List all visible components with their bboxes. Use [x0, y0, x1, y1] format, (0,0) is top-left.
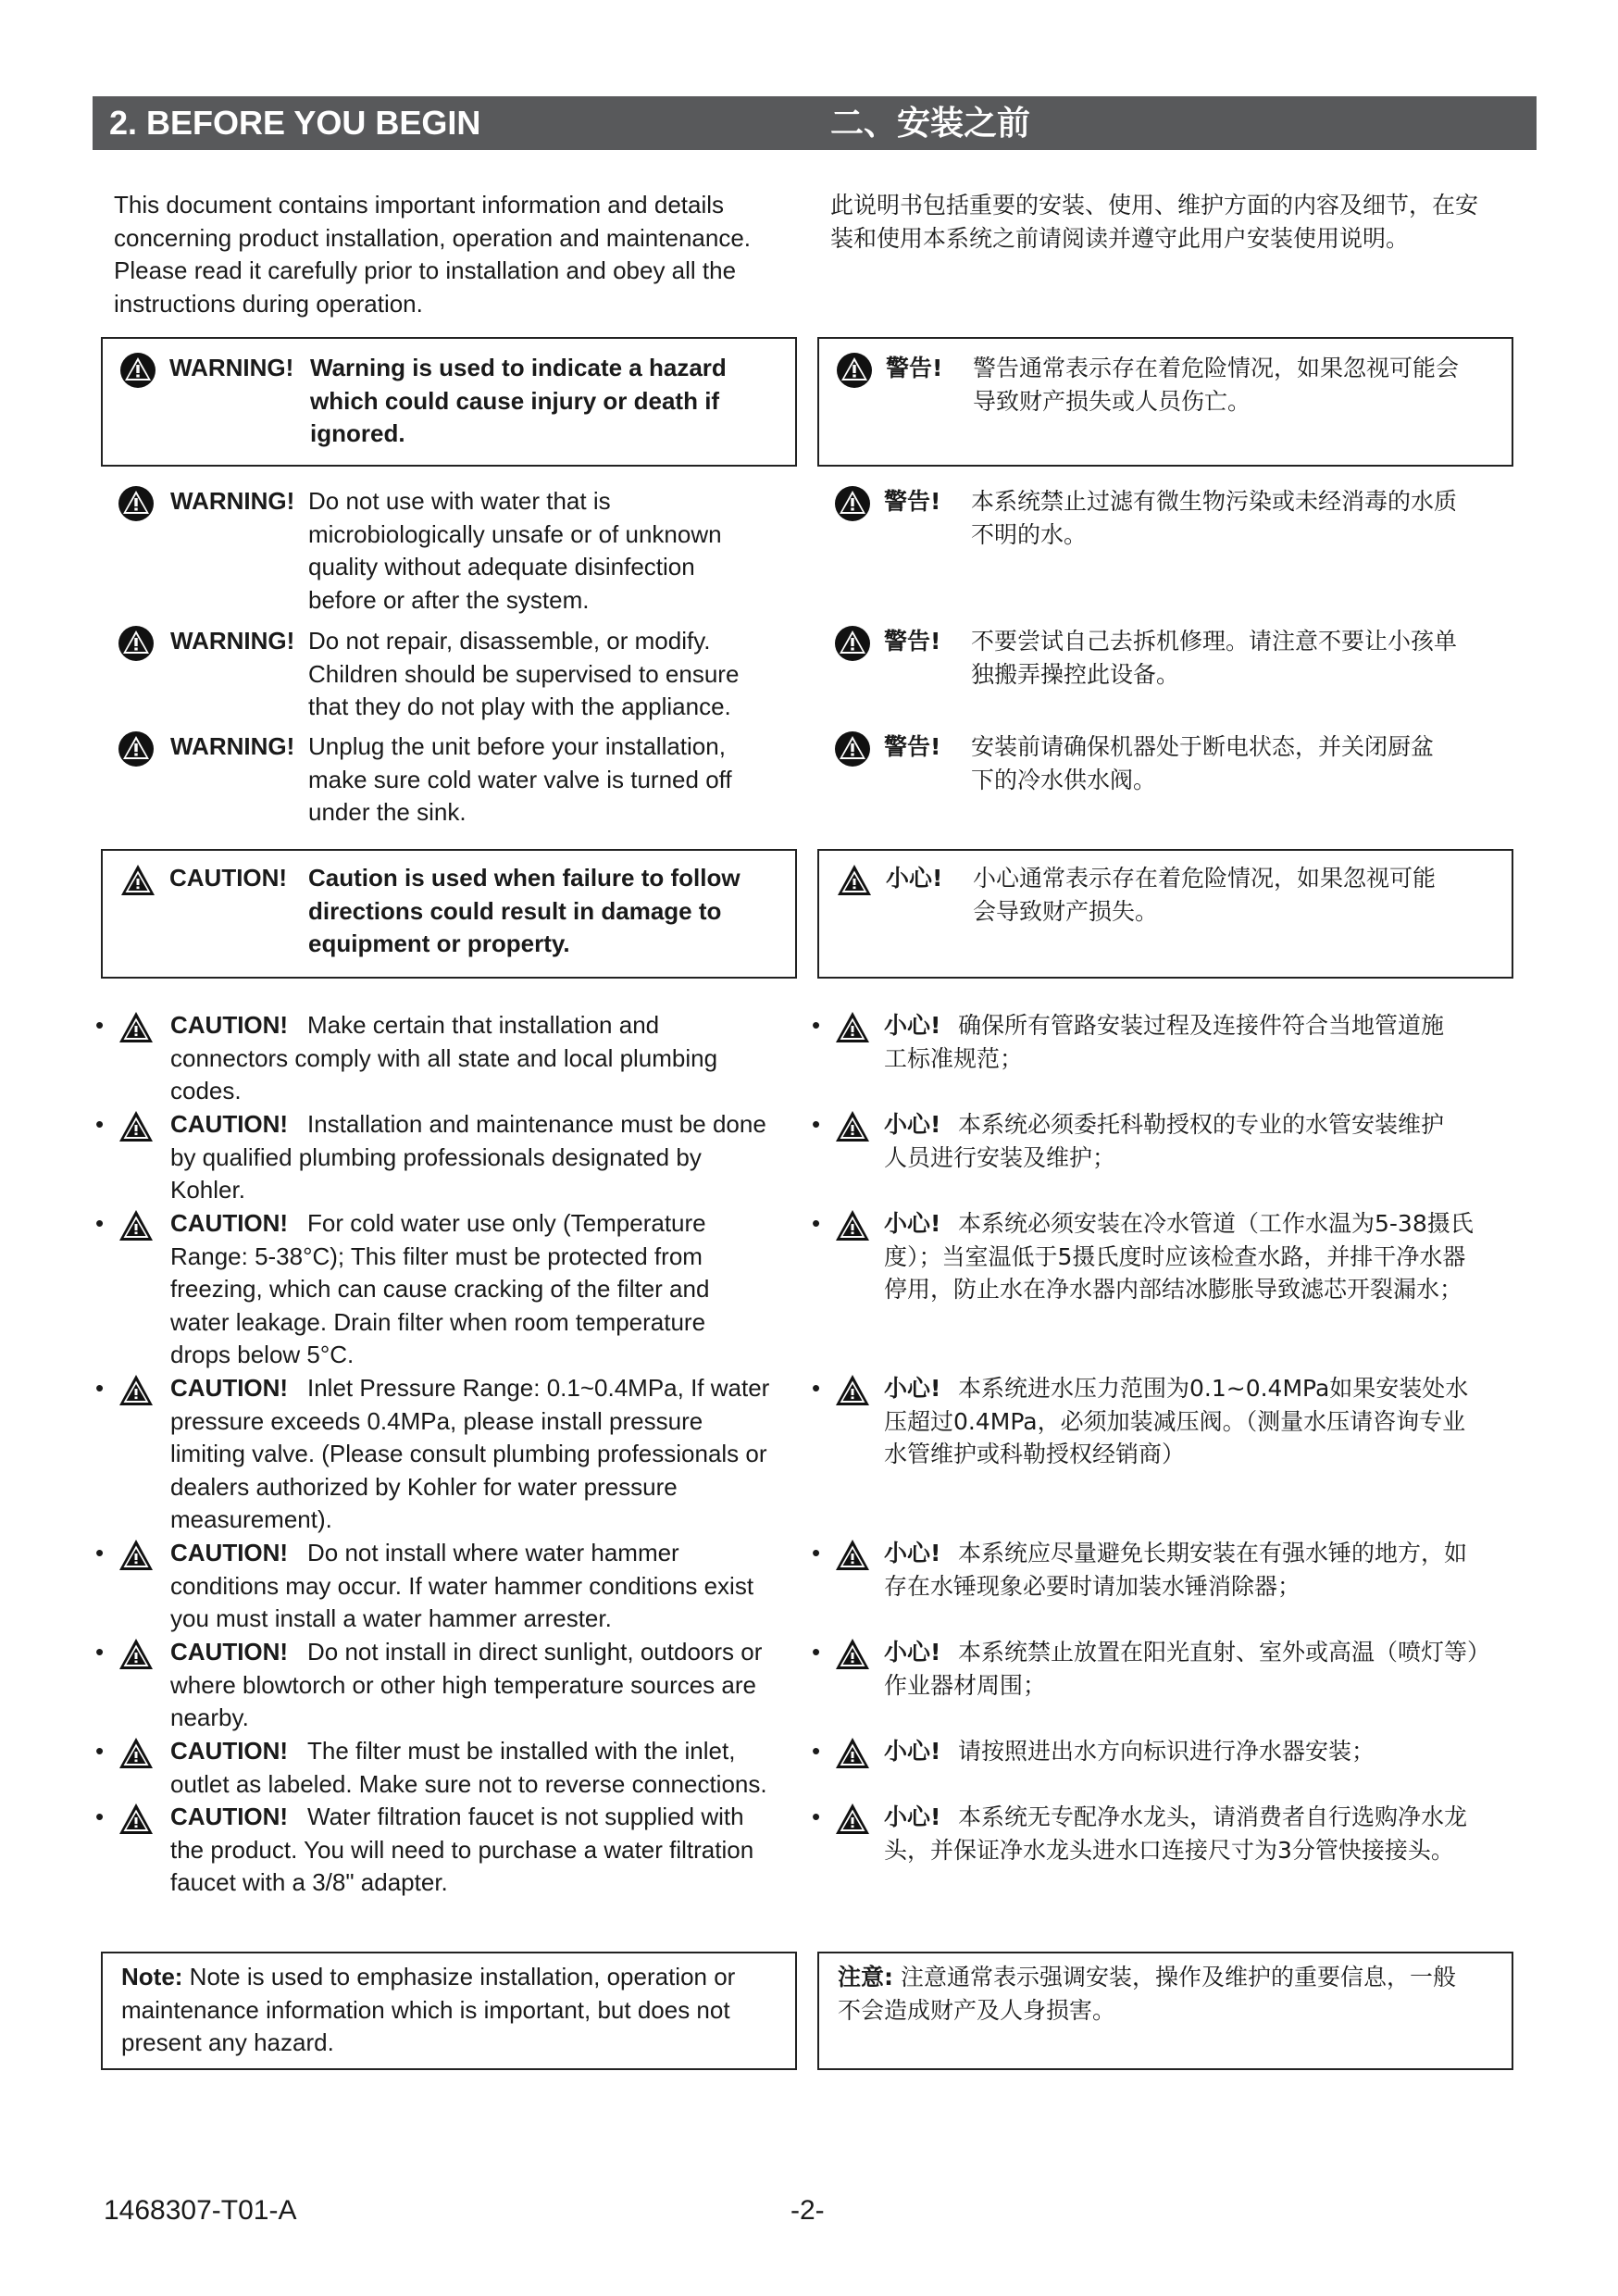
page-number: -2- [790, 2195, 825, 2226]
caution-definition-box-zh: 小心! 小心通常表示存在着危险情况，如果忽视可能 会导致财产损失。 [817, 849, 1513, 979]
caution-icon [118, 1372, 155, 1409]
bullet: • [95, 1737, 105, 1765]
caution-icon [118, 1735, 155, 1772]
section-title-en: 2. BEFORE YOU BEGIN [109, 104, 481, 142]
bullet: • [95, 1638, 105, 1666]
bullet: • [95, 1803, 105, 1830]
bullet: • [812, 1539, 821, 1566]
section-header [93, 96, 1537, 150]
caution-icon [118, 1636, 155, 1673]
caution-icon [118, 1009, 155, 1046]
caution-definition-box-en: CAUTION! Caution is used when failure to follow directions could result in damage to equipment or property. [101, 849, 797, 979]
intro-en: This document contains important information and details concerning product installation, operation and maintenance. Please read it carefully prior to installation and obey all the instructions during operation. [114, 191, 752, 318]
bullet: • [95, 1011, 105, 1039]
note-label-zh: 注意: [838, 1964, 893, 1990]
bullet: • [812, 1374, 821, 1402]
warning-icon [118, 625, 155, 662]
bullet: • [812, 1209, 821, 1237]
bullet: • [95, 1539, 105, 1566]
warning-definition-box-zh: 警告! 警告通常表示存在着危险情况，如果忽视可能会 导致财产损失或人员伤亡。 [817, 337, 1513, 467]
bullet: • [812, 1638, 821, 1666]
note-box-en: Note: Note is used to emphasize installation, operation or maintenance information which is important, but does not present any hazard. [101, 1952, 797, 2070]
caution-icon [118, 1108, 155, 1145]
caution-icon [119, 862, 156, 899]
caution-icon [834, 1801, 871, 1838]
caution-icon [118, 1801, 155, 1838]
bullet: • [95, 1209, 105, 1237]
bullet: • [812, 1737, 821, 1765]
caution-icon [834, 1636, 871, 1673]
caution-icon [834, 1735, 871, 1772]
caution-icon [118, 1207, 155, 1244]
caution-icon [834, 1009, 871, 1046]
warning-icon [118, 485, 155, 522]
bullet: • [812, 1803, 821, 1830]
warning-icon [834, 625, 871, 662]
warning-icon [836, 352, 873, 389]
caution-icon [834, 1108, 871, 1145]
warning-icon [834, 730, 871, 767]
caution-icon [836, 862, 873, 899]
warning-icon [119, 352, 156, 389]
warning-icon [118, 730, 155, 767]
bullet: • [95, 1110, 105, 1138]
bullet: • [812, 1011, 821, 1039]
caution-icon [834, 1372, 871, 1409]
intro-zh: 此说明书包括重要的安装、使用、维护方面的内容及细节，在安 装和使用本系统之前请阅读并遵守此用户安装使用说明。 [830, 192, 1479, 252]
document-number: 1468307-T01-A [104, 2195, 297, 2226]
warning-definition-box-en: WARNING! Warning is used to indicate a hazard which could cause injury or death if ignored. [101, 337, 797, 467]
caution-icon [834, 1537, 871, 1574]
bullet: • [95, 1374, 105, 1402]
bullet: • [812, 1110, 821, 1138]
warning-icon [834, 485, 871, 522]
caution-icon [834, 1207, 871, 1244]
section-title-zh: 二、安装之前 [830, 104, 1031, 142]
note-box-zh: 注意: 注意通常表示强调安装，操作及维护的重要信息，一般 不会造成财产及人身损害。 [817, 1952, 1513, 2070]
caution-icon [118, 1537, 155, 1574]
note-label: Note: [121, 1963, 183, 1990]
